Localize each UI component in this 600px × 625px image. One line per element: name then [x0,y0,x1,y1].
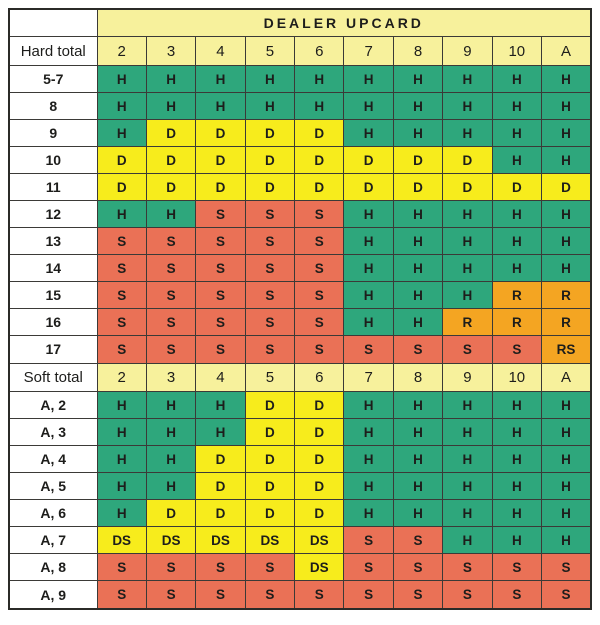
action-cell: H [344,419,393,446]
dealer-column-header: 2 [97,37,146,66]
dealer-column-header: 4 [196,37,245,66]
strategy-table-body [9,9,591,609]
action-cell: H [542,147,591,174]
action-cell: R [542,282,591,309]
hand-total-label: 11 [9,174,97,201]
action-cell: D [196,500,245,527]
action-cell: S [196,282,245,309]
action-cell: H [97,446,146,473]
action-cell: H [443,228,492,255]
strategy-row [9,174,591,201]
strategy-row [9,527,591,554]
action-cell: DS [295,527,344,554]
action-cell: H [542,527,591,554]
action-cell: H [443,65,492,92]
strategy-table [8,8,592,610]
action-cell: H [492,93,541,120]
action-cell: S [196,228,245,255]
action-cell: H [542,65,591,92]
action-cell: H [542,201,591,228]
strategy-row [9,473,591,500]
action-cell: H [196,65,245,92]
strategy-row [9,446,591,473]
action-cell: H [542,446,591,473]
strategy-row [9,581,591,609]
action-cell: H [492,201,541,228]
action-cell: S [393,554,442,581]
action-cell: D [245,419,294,446]
section-header-row [9,363,591,392]
hand-total-label: 13 [9,228,97,255]
action-cell: H [492,527,541,554]
strategy-row [9,201,591,228]
action-cell: D [196,120,245,147]
action-cell: S [146,309,195,336]
dealer-column-header: 6 [295,37,344,66]
action-cell: H [146,93,195,120]
action-cell: H [146,65,195,92]
action-cell: D [146,147,195,174]
action-cell: D [344,147,393,174]
action-cell: D [295,500,344,527]
action-cell: H [492,392,541,419]
action-cell: S [344,527,393,554]
hand-total-label: A, 3 [9,419,97,446]
action-cell: DS [196,527,245,554]
action-cell: S [146,554,195,581]
strategy-row [9,500,591,527]
action-cell: RS [542,336,591,363]
action-cell: D [245,500,294,527]
action-cell: S [146,336,195,363]
action-cell: D [542,174,591,201]
action-cell: H [443,255,492,282]
action-cell: D [196,147,245,174]
action-cell: H [146,473,195,500]
hand-total-label: A, 8 [9,554,97,581]
action-cell: H [393,309,442,336]
action-cell: H [492,419,541,446]
action-cell: S [196,201,245,228]
action-cell: H [295,65,344,92]
action-cell: S [196,336,245,363]
dealer-column-header: 8 [393,37,442,66]
action-cell: H [443,201,492,228]
action-cell: H [393,65,442,92]
action-cell: S [97,228,146,255]
action-cell: H [492,255,541,282]
action-cell: H [344,473,393,500]
action-cell: H [344,201,393,228]
hand-total-label: 15 [9,282,97,309]
action-cell: H [542,500,591,527]
action-cell: D [443,147,492,174]
action-cell: S [196,255,245,282]
action-cell: D [344,174,393,201]
action-cell: H [492,65,541,92]
hand-total-label: 5-7 [9,65,97,92]
action-cell: S [196,581,245,609]
action-cell: H [97,65,146,92]
action-cell: D [245,147,294,174]
action-cell: H [542,255,591,282]
action-cell: S [97,581,146,609]
action-cell: S [443,336,492,363]
action-cell: H [542,473,591,500]
action-cell: H [542,228,591,255]
action-cell: S [97,336,146,363]
action-cell: H [443,392,492,419]
action-cell: S [443,554,492,581]
action-cell: R [443,309,492,336]
action-cell: S [97,554,146,581]
action-cell: H [492,473,541,500]
dealer-column-header: 8 [393,363,442,392]
action-cell: D [443,174,492,201]
action-cell: DS [245,527,294,554]
action-cell: H [97,120,146,147]
action-cell: H [443,93,492,120]
action-cell: H [196,419,245,446]
action-cell: H [393,93,442,120]
strategy-row [9,120,591,147]
action-cell: DS [97,527,146,554]
action-cell: H [443,500,492,527]
action-cell: H [344,255,393,282]
action-cell: D [295,174,344,201]
action-cell: H [245,65,294,92]
dealer-column-header: 7 [344,37,393,66]
action-cell: S [393,336,442,363]
hand-total-label: 8 [9,93,97,120]
hand-total-label: A, 2 [9,392,97,419]
action-cell: S [344,554,393,581]
dealer-column-header: 2 [97,363,146,392]
action-cell: H [542,419,591,446]
action-cell: S [393,581,442,609]
action-cell: H [393,419,442,446]
action-cell: H [97,201,146,228]
section-header-row [9,37,591,66]
strategy-row [9,554,591,581]
action-cell: S [97,282,146,309]
action-cell: D [146,120,195,147]
strategy-row [9,147,591,174]
action-cell: S [245,336,294,363]
action-cell: S [245,255,294,282]
action-cell: S [295,309,344,336]
section-label: Soft total [9,363,97,392]
action-cell: S [146,228,195,255]
action-cell: S [295,228,344,255]
strategy-row [9,93,591,120]
action-cell: S [245,282,294,309]
dealer-column-header: 9 [443,37,492,66]
action-cell: S [196,554,245,581]
action-cell: S [393,527,442,554]
action-cell: D [393,147,442,174]
corner-cell [9,9,97,37]
hand-total-label: A, 6 [9,500,97,527]
action-cell: S [245,554,294,581]
action-cell: H [393,201,442,228]
dealer-upcard-title: DEALER UPCARD [97,9,591,37]
action-cell: D [245,446,294,473]
action-cell: S [295,581,344,609]
action-cell: D [97,147,146,174]
action-cell: D [295,419,344,446]
strategy-row [9,228,591,255]
action-cell: H [492,228,541,255]
strategy-row [9,392,591,419]
action-cell: H [295,93,344,120]
dealer-column-header: 7 [344,363,393,392]
action-cell: H [146,446,195,473]
dealer-column-header: A [542,37,591,66]
action-cell: S [146,282,195,309]
action-cell: H [344,500,393,527]
action-cell: H [344,120,393,147]
action-cell: H [196,93,245,120]
action-cell: S [295,282,344,309]
action-cell: D [245,174,294,201]
action-cell: D [245,473,294,500]
action-cell: S [295,201,344,228]
action-cell: H [443,527,492,554]
action-cell: H [492,147,541,174]
strategy-row [9,336,591,363]
action-cell: S [245,309,294,336]
action-cell: D [492,174,541,201]
action-cell: R [542,309,591,336]
strategy-row [9,65,591,92]
action-cell: D [196,446,245,473]
section-label: Hard total [9,37,97,66]
action-cell: S [344,336,393,363]
action-cell: H [492,446,541,473]
hand-total-label: 12 [9,201,97,228]
strategy-row [9,419,591,446]
action-cell: D [146,500,195,527]
action-cell: D [196,473,245,500]
action-cell: S [146,581,195,609]
action-cell: H [344,392,393,419]
dealer-column-header: A [542,363,591,392]
action-cell: D [245,120,294,147]
action-cell: H [443,282,492,309]
table-title-row [9,9,591,37]
hand-total-label: 16 [9,309,97,336]
dealer-column-header: 6 [295,363,344,392]
action-cell: H [492,120,541,147]
hand-total-label: A, 5 [9,473,97,500]
action-cell: H [393,255,442,282]
action-cell: H [542,392,591,419]
action-cell: H [146,201,195,228]
action-cell: H [393,446,442,473]
action-cell: S [97,309,146,336]
dealer-column-header: 3 [146,37,195,66]
action-cell: H [344,282,393,309]
action-cell: H [245,93,294,120]
action-cell: S [542,554,591,581]
dealer-column-header: 4 [196,363,245,392]
action-cell: S [97,255,146,282]
action-cell: H [344,93,393,120]
action-cell: H [97,500,146,527]
action-cell: H [344,228,393,255]
action-cell: S [542,581,591,609]
dealer-column-header: 5 [245,363,294,392]
hand-total-label: 17 [9,336,97,363]
action-cell: H [443,446,492,473]
action-cell: H [443,473,492,500]
dealer-column-header: 10 [492,363,541,392]
action-cell: H [97,419,146,446]
action-cell: S [492,336,541,363]
action-cell: D [146,174,195,201]
action-cell: D [393,174,442,201]
dealer-column-header: 3 [146,363,195,392]
action-cell: H [196,392,245,419]
strategy-row [9,255,591,282]
action-cell: S [245,581,294,609]
action-cell: H [443,120,492,147]
hand-total-label: 14 [9,255,97,282]
action-cell: DS [295,554,344,581]
hand-total-label: A, 7 [9,527,97,554]
action-cell: S [245,228,294,255]
action-cell: H [146,419,195,446]
hand-total-label: A, 4 [9,446,97,473]
action-cell: H [393,392,442,419]
dealer-column-header: 9 [443,363,492,392]
action-cell: D [295,473,344,500]
action-cell: H [393,473,442,500]
action-cell: D [196,174,245,201]
action-cell: H [443,419,492,446]
action-cell: H [393,228,442,255]
action-cell: H [344,65,393,92]
action-cell: D [295,120,344,147]
action-cell: S [443,581,492,609]
action-cell: H [97,473,146,500]
action-cell: H [393,500,442,527]
action-cell: S [196,309,245,336]
action-cell: S [245,201,294,228]
action-cell: H [97,93,146,120]
action-cell: R [492,309,541,336]
strategy-row [9,282,591,309]
action-cell: D [295,392,344,419]
action-cell: S [492,581,541,609]
action-cell: H [146,392,195,419]
action-cell: S [492,554,541,581]
hand-total-label: A, 9 [9,581,97,609]
action-cell: S [295,255,344,282]
dealer-column-header: 5 [245,37,294,66]
hand-total-label: 10 [9,147,97,174]
action-cell: DS [146,527,195,554]
action-cell: S [146,255,195,282]
action-cell: H [393,282,442,309]
action-cell: D [245,392,294,419]
action-cell: H [344,309,393,336]
action-cell: D [97,174,146,201]
action-cell: H [344,446,393,473]
action-cell: D [295,446,344,473]
action-cell: H [393,120,442,147]
action-cell: D [295,147,344,174]
action-cell: S [344,581,393,609]
dealer-column-header: 10 [492,37,541,66]
hand-total-label: 9 [9,120,97,147]
action-cell: R [492,282,541,309]
action-cell: H [492,500,541,527]
action-cell: H [97,392,146,419]
action-cell: H [542,120,591,147]
strategy-row [9,309,591,336]
action-cell: S [295,336,344,363]
action-cell: H [542,93,591,120]
